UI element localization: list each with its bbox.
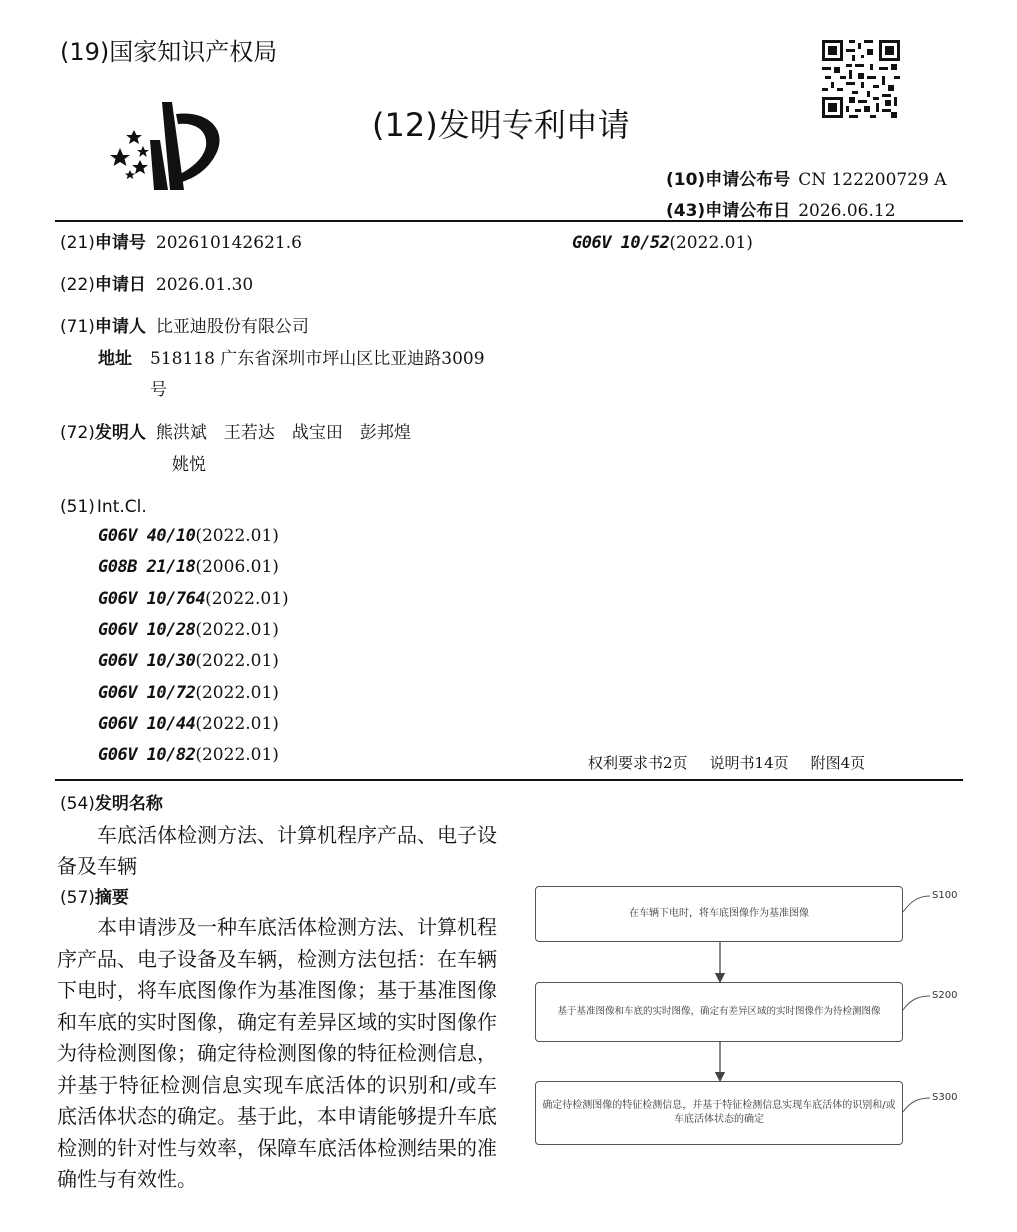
invention-title: 车底活体检测方法、计算机程序产品、电子设备及车辆 [57, 823, 497, 878]
ipc-entry [98, 714, 279, 734]
application-number-field [60, 228, 302, 259]
publication-number: CN 122200729 A [798, 170, 947, 190]
ipc-class: G06V 10/30 [98, 651, 196, 672]
field-code: (71) [60, 317, 95, 337]
office-name: (19)国家知识产权局 [60, 38, 278, 66]
ipc-class: G06V 10/72 [98, 682, 196, 703]
step-label-s200: S200 [932, 990, 958, 1001]
ipc-class: G06V 10/764 [98, 588, 206, 609]
ipc-entry [98, 620, 279, 640]
intcl-field [60, 492, 147, 523]
ipc-version: (2022.01) [195, 713, 279, 734]
flow-step-s100: 在车辆下电时，将车底图像作为基准图像 [535, 886, 903, 942]
field-code: (54) [60, 794, 95, 814]
ipc-class: G06V 10/44 [98, 713, 196, 734]
publication-number-label: (10)申请公布号 [666, 170, 791, 190]
field-code: (57) [60, 888, 95, 908]
ipc-version: (2006.01) [195, 557, 279, 578]
ipc-class: G06V 10/28 [98, 619, 196, 640]
document-type-title: (12)发明专利申请 [372, 106, 630, 144]
ipc-version: (2022.01) [205, 588, 289, 609]
qr-code-icon [822, 40, 900, 118]
publication-number-row [666, 165, 947, 190]
publication-date-row [666, 196, 896, 221]
step-label-s300: S300 [932, 1092, 958, 1103]
divider-bottom [55, 779, 963, 781]
inventors-line2: 姚悦 [172, 455, 206, 475]
cnipa-logo [110, 100, 225, 192]
ipc-version: (2022.01) [195, 526, 279, 546]
applicant-name: 比亚迪股份有限公司 [155, 317, 309, 337]
field-label: 申请日 [94, 275, 146, 295]
field-code: (72) [60, 423, 95, 443]
applicant-field [60, 312, 309, 343]
ipc-entry [98, 526, 279, 546]
divider-top [55, 220, 963, 222]
application-date-field [60, 270, 253, 301]
ipc-version: (2022.01) [195, 682, 279, 703]
field-label: 申请人 [94, 317, 146, 337]
address-label-wrap [98, 344, 132, 375]
field-label: 摘要 [94, 888, 129, 908]
ipc-entry [98, 651, 279, 671]
ipc-version: (2022.01) [669, 233, 753, 253]
ipc-entry [98, 589, 289, 609]
field-code: (21) [60, 233, 95, 253]
application-number: 202610142621.6 [155, 233, 302, 253]
ipc-version: (2022.01) [195, 745, 279, 766]
address-label: 地址 [98, 349, 132, 369]
claims-pages: 权利要求书2页 [588, 754, 688, 772]
ipc-class: G06V 10/52 [572, 233, 670, 253]
abstract-text: 本申请涉及一种车底活体检测方法、计算机程序产品、电子设备及车辆，检测方法包括：在车辆下电时，将车底图像作为基准图像；基于基准图像和车底的实时图像，确定有差异区域的实时图像作为待检测图像；确定待检测图像的特征检测信息，并基于特征检测信息实现车底活体的识别和/或车底活体状态的确定。基于此，本申请能够提升车底检测的针对性与效率，保障车底活体检测结果的准确性与有效性。 [57, 915, 497, 1191]
publication-date: 2026.06.12 [798, 201, 896, 221]
inventors-line1: 熊洪斌 王若达 战宝田 彭邦煌 [155, 423, 411, 443]
ipc-right [572, 228, 753, 259]
ipc-class: G06V 40/10 [98, 526, 196, 546]
ipc-version: (2022.01) [195, 619, 279, 640]
field-label: 发明人 [94, 423, 146, 443]
ipc-class: G06V 10/82 [98, 745, 196, 766]
inventors-field [60, 418, 411, 449]
step-label-s100: S100 [932, 890, 958, 901]
field-code: (22) [60, 275, 95, 295]
ipc-version: (2022.01) [195, 651, 279, 672]
abstract-heading [60, 883, 129, 908]
ipc-entry [98, 557, 279, 577]
flow-step-s300: 确定待检测图像的特征检测信息，并基于特征检测信息实现车底活体的识别和/或车底活体状态的确定 [535, 1081, 903, 1145]
ipc-entry [98, 683, 279, 703]
flow-step-s200: 基于基准图像和车底的实时图像，确定有差异区域的实时图像作为待检测图像 [535, 982, 903, 1042]
field-label: 发明名称 [94, 794, 163, 814]
field-code: (51) [60, 497, 95, 517]
drawings-pages: 附图4页 [810, 754, 866, 772]
application-date: 2026.01.30 [155, 275, 254, 295]
flow-connectors [530, 880, 960, 1160]
description-pages: 说明书14页 [709, 754, 789, 772]
invention-title-heading [60, 789, 163, 814]
page-counts [588, 752, 865, 773]
address-value: 518118 广东省深圳市坪山区比亚迪路3009号 [150, 349, 485, 400]
ipc-entry [98, 745, 279, 765]
field-label: 申请号 [94, 233, 146, 253]
ipc-class: G08B 21/18 [98, 557, 196, 578]
publication-date-label: (43)申请公布日 [666, 201, 791, 221]
intcl-label: Int.Cl. [96, 497, 147, 517]
